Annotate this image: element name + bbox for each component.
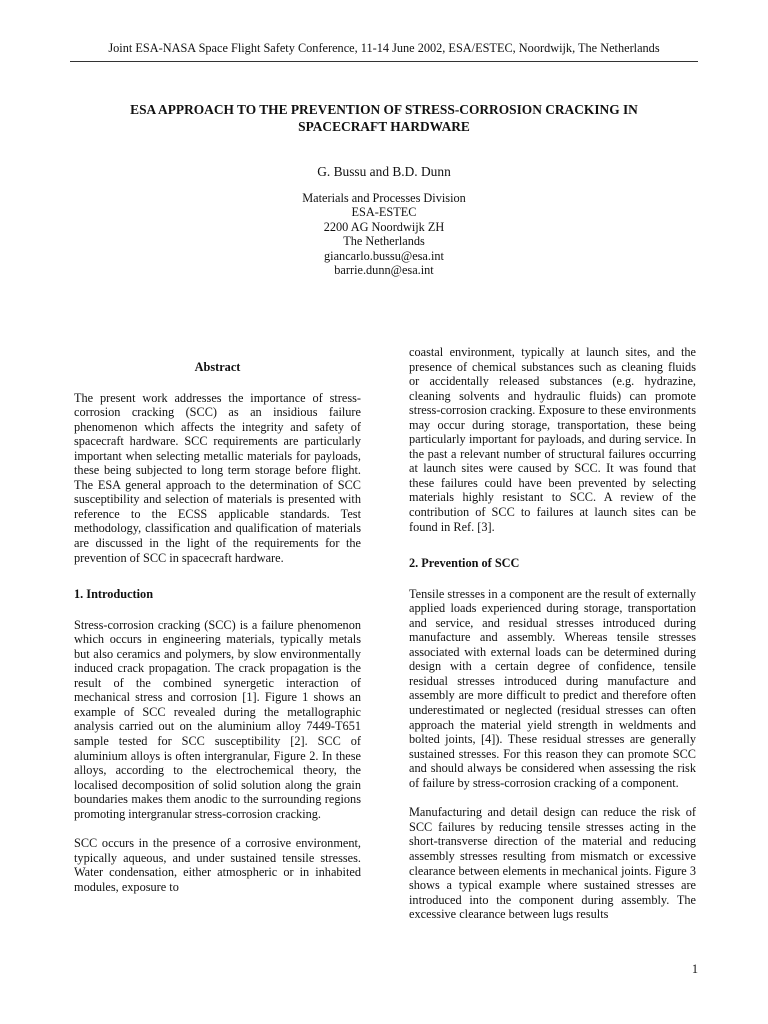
affiliation-org: ESA-ESTEC <box>351 205 417 220</box>
left-column <box>74 345 361 895</box>
prevention-paragraph-1: Tensile stresses in a component are the result of externally applied loads experienced during storage, transportation and service, and residual stresses introduced during manufacture and assembly. Whereas tensile stresses associated with external loads can be determined during design with a certain degree of confidence, tensile residual stresses introduced during manufacture and assembly are more difficult to predict and therefore often underestimated or neglected (residual stresses can often approach the material yield strength in weldments and bolted joints, [4]). These residual stresses are generally sustained stresses. For this reason they can promote SCC and should always be considered when assessing the risk of failure by stress-corrosion cracking of a component. <box>409 586 696 790</box>
affiliation-country: The Netherlands <box>343 234 425 249</box>
paper-title-line-1: ESA APPROACH TO THE PREVENTION OF STRESS-CORROSION CRACKING IN <box>130 102 638 117</box>
introduction-heading: 1. Introduction <box>74 587 154 602</box>
authors: G. Bussu and B.D. Dunn <box>317 164 451 179</box>
abstract-text: The present work addresses the importance of stress-corrosion cracking (SCC) as an insidious failure phenomenon which affects the integrity and safety of spacecraft hardware. SCC requirements are particularly important when selecting metallic materials for payloads, these being subjected to long term storage before flight. The ESA general approach to the determination of SCC susceptibility and selection of materials is presented with reference to the ECSS applicable standards. Test methodology, classification and qualification of materials are discussed in the light of the requirements for the prevention of SCC in spacecraft hardware. <box>74 390 361 565</box>
header-rule <box>70 61 698 62</box>
introduction-paragraph-3: coastal environment, typically at launch sites, and the presence of chemical substances such as cleaning fluids or accidentally released substances (e.g. hydrazine, cleaning solvents and hydraulic fluids) can promote stress-corrosion cracking. Exposure to these environments may occur during storage, transportation, these being particularly important for payloads, and during service. In the past a relevant number of structural failures occurring at launch sites were caused by SCC. It was found that these failures could have been prevented by selecting materials highly resistant to SCC. A review of the contribution of SCC to failures at launch sites can be found in Ref. [3]. <box>409 345 696 534</box>
page-number: 1 <box>691 962 698 976</box>
abstract-heading: Abstract <box>194 360 241 374</box>
affiliation <box>70 191 698 277</box>
author-email-1[interactable]: giancarlo.bussu@esa.int <box>324 248 444 263</box>
paper-title <box>70 101 698 135</box>
right-column <box>409 345 696 922</box>
prevention-heading: 2. Prevention of SCC <box>409 556 520 571</box>
introduction-paragraph-1: Stress-corrosion cracking (SCC) is a failure phenomenon which occurs in engineering materials, typically metals but also ceramics and polymers, by slow environmentally induced crack propagation. The crack propagation is the result of the combined synergetic interaction of mechanical stress and corrosion [1]. Figure 1 shows an example of SCC revealed during the metallographic analysis carried out on the aluminium alloy 7449-T651 sample tested for SCC susceptibility [2]. SCC of aluminium alloys is often intergranular, Figure 2. In these alloys, according to the electrochemical theory, the localised decomposition of solid solution along the grain boundaries makes them anodic to the surrounding regions promoting intergranular stress-corrosion cracking. <box>74 617 361 821</box>
affiliation-address: 2200 AG Noordwijk ZH <box>323 219 445 234</box>
author-email-2[interactable]: barrie.dunn@esa.int <box>334 263 434 278</box>
prevention-paragraph-2: Manufacturing and detail design can reduce the risk of SCC failures by reducing tensile stresses acting in the short-transverse direction of the material and reducing assembly stresses resulting from mismatch or excessive clearance between elements in mechanical joints. Figure 3 shows a typical example where sustained stresses are introduced into the component during assembly. The excessive clearance between lugs results <box>409 805 696 922</box>
affiliation-division: Materials and Processes Division <box>302 191 466 205</box>
introduction-paragraph-2: SCC occurs in the presence of a corrosive environment, typically aqueous, and under sustained tensile stresses. Water condensation, either atmospheric or in inhabited modules, exposure to <box>74 836 361 894</box>
running-header: Joint ESA-NASA Space Flight Safety Conference, 11-14 June 2002, ESA/ESTEC, Noordwijk, The Netherlands <box>108 41 660 55</box>
paper-title-line-2: SPACECRAFT HARDWARE <box>298 119 470 134</box>
